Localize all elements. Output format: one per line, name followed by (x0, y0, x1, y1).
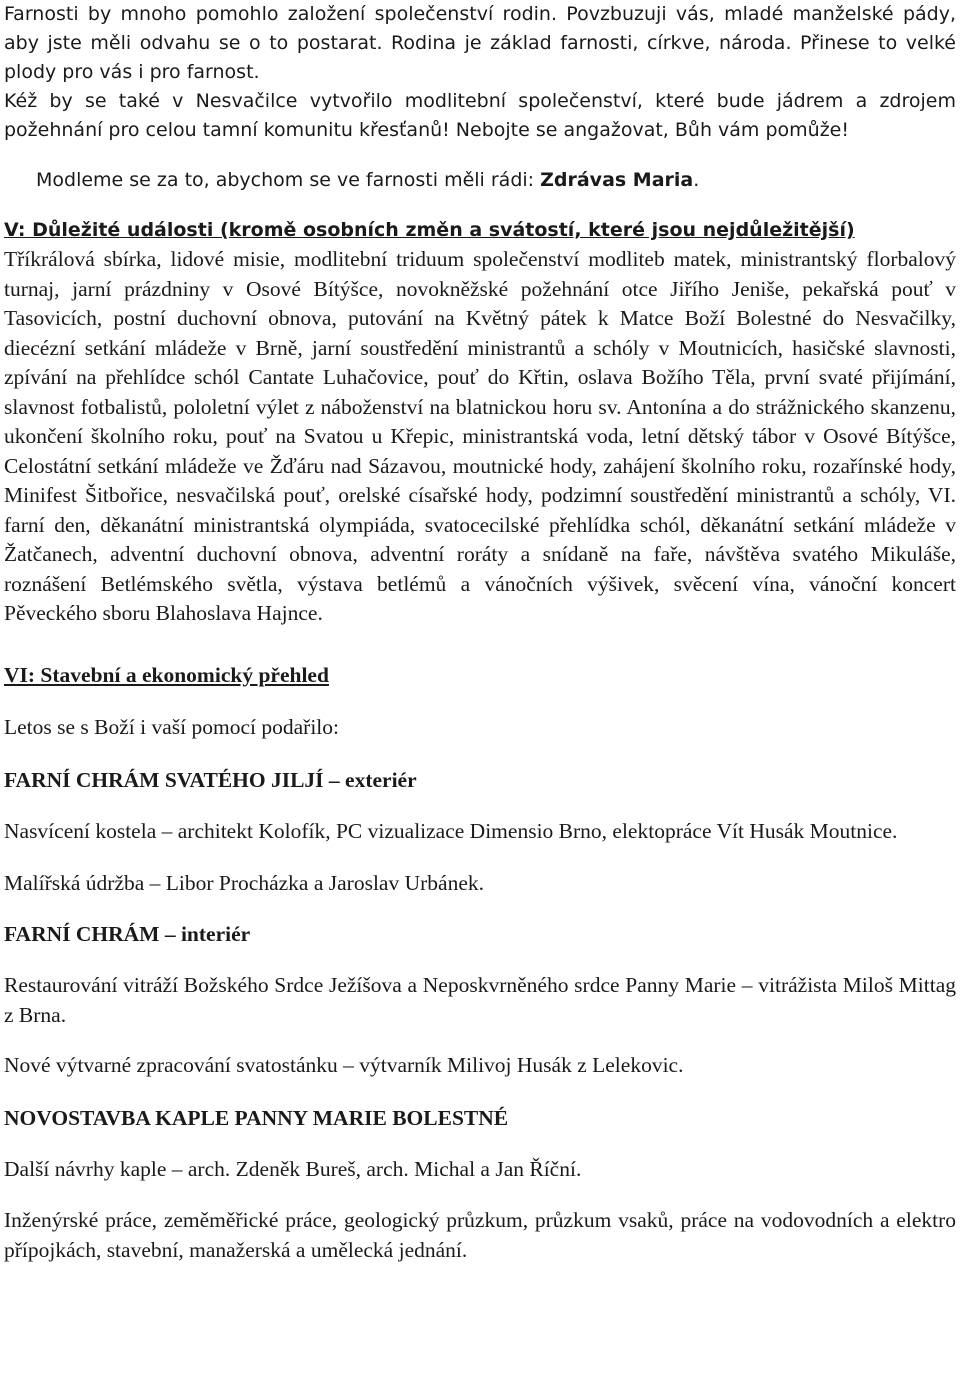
intro-paragraph-1: Farnosti by mnoho pomohlo založení společenství rodin. Povzbuzuji vás, mladé manželské pády, aby jste měli odvahu se o to postarat. Rodina je základ farnosti, církve, národa. Přinese to velké plody pro vás i pro farnost. (4, 3, 956, 83)
section-5-title: V: Důležité události (kromě osobních změn a svátostí, které jsou nejdůležitější) (4, 219, 855, 241)
paragraph-engineering: Inženýrské práce, zeměměřické práce, geologický průzkum, průzkum vsaků, práce na vodovodních a elektro přípojkách, stavební, manažerská a umělecká jednání. (4, 1208, 956, 1262)
section-6-title: VI: Stavební a ekonomický přehled (4, 662, 329, 687)
prayer-end: . (693, 169, 700, 191)
paragraph-stained-glass: Restaurování vitráží Božského Srdce Ježíšova a Neposkvrněného srdce Panny Marie – vitrážista Miloš Mittag z Brna. (4, 973, 956, 1027)
paragraph-chapel-designs: Další návrhy kaple – arch. Zdeněk Bureš, arch. Michal a Jan Říční. (4, 1156, 582, 1181)
section-5-body: Tříkrálová sbírka, lidové misie, modlitební triduum společenství modliteb matek, ministrantský florbalový turnaj, jarní prázdniny v Osové Bítýšce, novokněžské požehnání otce Jiřího Jeniše, pekařská pouť v Tasovicích, postní duchovní obnova, putování na Květný pátek k Matce Boží Bolestné do Nesvačilky, diecézní setkání mládeže v Brně, jarní soustředění ministrantů a schóly v Moutnicích, hasičské slavnosti, zpívání na přehlídce schól Cantate Luhačovice, pouť do Křtin, oslava Božího Těla, první svaté přijímání, slavnost fotbalistů, pololetní výlet z náboženství na blatnickou horu sv. Antonína a do strážnického skanzenu, ukončení školního roku, pouť na Svatou u Křepic, ministrantská voda, letní dětský tábor v Osové Bítýšce, Celostátní setkání mládeže ve Žďáru nad Sázavou, moutnické hody, zahájení školního roku, rozařínské hody, Minifest Šitbořice, nesvačilská pouť, orelské císařské hody, podzimní soustředění ministrantů a schóly, VI. farní den, děkanátní ministrantská olympiáda, svatocecilské přehlídka schól, děkanátní setkání mládeže v Žatčanech, adventní duchovní obnova, adventní roráty a snídaně na faře, návštěva svatého Mikuláše, roznášení Betlémského světla, výstava betlémů a vánočních výšivek, svěcení vína, vánoční koncert Pěveckého sboru Blahoslava Hajnce. (4, 247, 956, 625)
heading-interior: FARNÍ CHRÁM – interiér (4, 922, 251, 946)
prayer-line (4, 166, 956, 195)
paragraph-painting: Malířská údržba – Libor Procházka a Jaroslav Urbánek. (4, 870, 484, 895)
paragraph-lighting: Nasvícení kostela – architekt Kolofík, PC vizualizace Dimensio Brno, elektopráce Vít Husák Moutnice. (4, 819, 898, 843)
section-6-intro: Letos se s Boží i vaší pomocí podařilo: (4, 714, 339, 739)
paragraph-tabernacle: Nové výtvarné zpracování svatostánku – výtvarník Milivoj Husák z Lelekovic. (4, 1053, 684, 1077)
prayer-bold: Zdrávas Maria (540, 169, 694, 191)
heading-exterior: FARNÍ CHRÁM SVATÉHO JILJÍ – exteriér (4, 768, 417, 792)
intro-paragraph-2: Kéž by se také v Nesvačilce vytvořilo modlitební společenství, které bude jádrem a zdrojem požehnání pro celou tamní komunitu křesťanů! Nebojte se angažovat, Bůh vám pomůže! (4, 90, 956, 141)
heading-chapel: NOVOSTAVBA KAPLE PANNY MARIE BOLESTNÉ (4, 1105, 509, 1130)
prayer-text: Modleme se za to, abychom se ve farnosti měli rádi: (36, 169, 541, 191)
